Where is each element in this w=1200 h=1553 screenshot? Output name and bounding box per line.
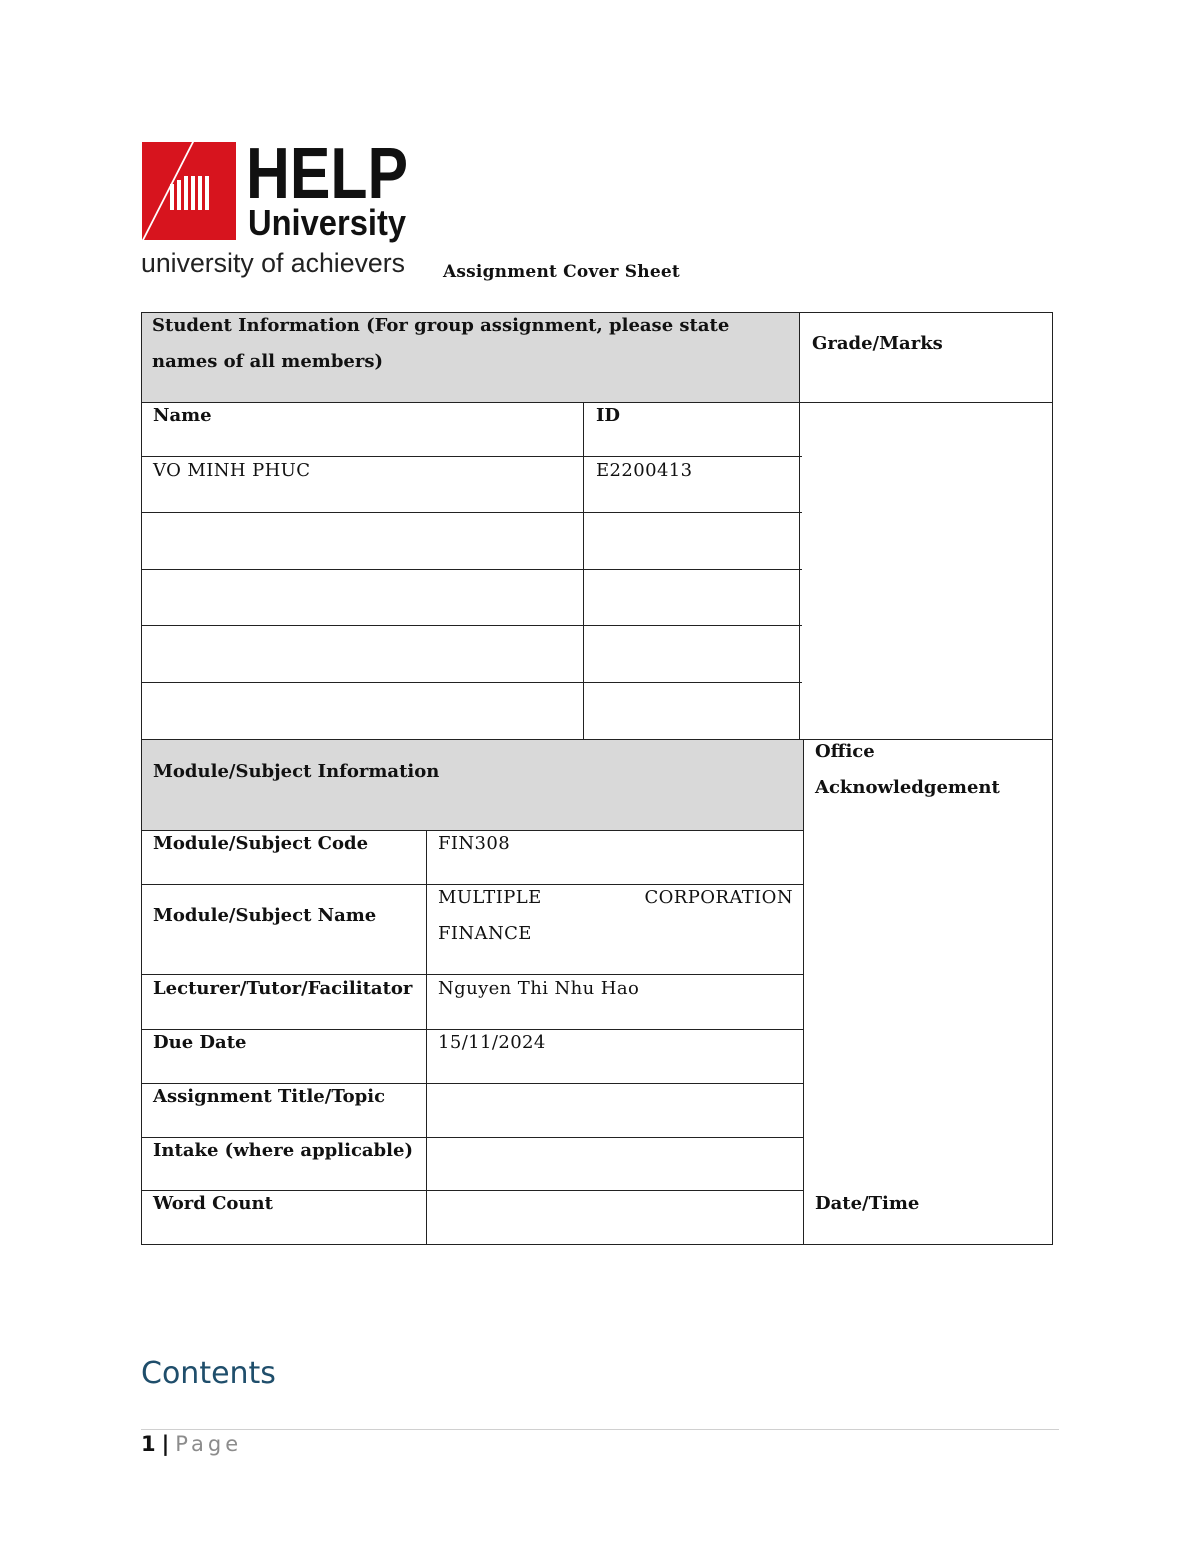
help-university-logo — [140, 134, 412, 280]
logo-tagline: university of achievers — [141, 248, 405, 278]
lecturer-value: Nguyen Thi Nhu Hao — [438, 978, 640, 999]
page-footer — [141, 1432, 242, 1456]
due-date-label: Due Date — [153, 1032, 247, 1053]
id-column-header: ID — [596, 405, 621, 426]
module-code-label: Module/Subject Code — [153, 833, 369, 854]
student-section-label: Student Information (For group assignment, please state names of all members) — [152, 315, 730, 372]
logo-line2: University — [248, 202, 406, 243]
help-university-logo-mark — [140, 134, 412, 280]
assignment-title-label: Assignment Title/Topic — [153, 1086, 386, 1107]
intake-label: Intake (where applicable) — [153, 1140, 413, 1161]
office-acknowledgement-label: Office Acknowledgement — [815, 741, 1000, 798]
student-id-cell: E2200413 — [596, 460, 693, 481]
due-date-value: 15/11/2024 — [438, 1032, 546, 1053]
footer-divider — [141, 1429, 1059, 1430]
page-word: Page — [175, 1432, 243, 1456]
student-name-cell: VO MINH PHUC — [153, 460, 311, 481]
module-name-value: MULTIPLE CORPORATION FINANCE — [438, 887, 793, 944]
grade-marks-label: Grade/Marks — [812, 333, 943, 354]
name-column-header: Name — [153, 405, 212, 426]
module-name-label: Module/Subject Name — [153, 905, 377, 926]
page-number: 1 — [141, 1432, 156, 1456]
date-time-label: Date/Time — [815, 1193, 920, 1214]
lecturer-label: Lecturer/Tutor/Facilitator — [153, 978, 413, 999]
page-title: Assignment Cover Sheet — [443, 262, 680, 282]
word-count-label: Word Count — [153, 1193, 273, 1214]
footer-separator: | — [161, 1432, 170, 1456]
module-section-label: Module/Subject Information — [153, 761, 440, 782]
contents-heading: Contents — [141, 1356, 276, 1391]
module-code-value: FIN308 — [438, 833, 511, 854]
logo-line1: HELP — [246, 134, 408, 214]
